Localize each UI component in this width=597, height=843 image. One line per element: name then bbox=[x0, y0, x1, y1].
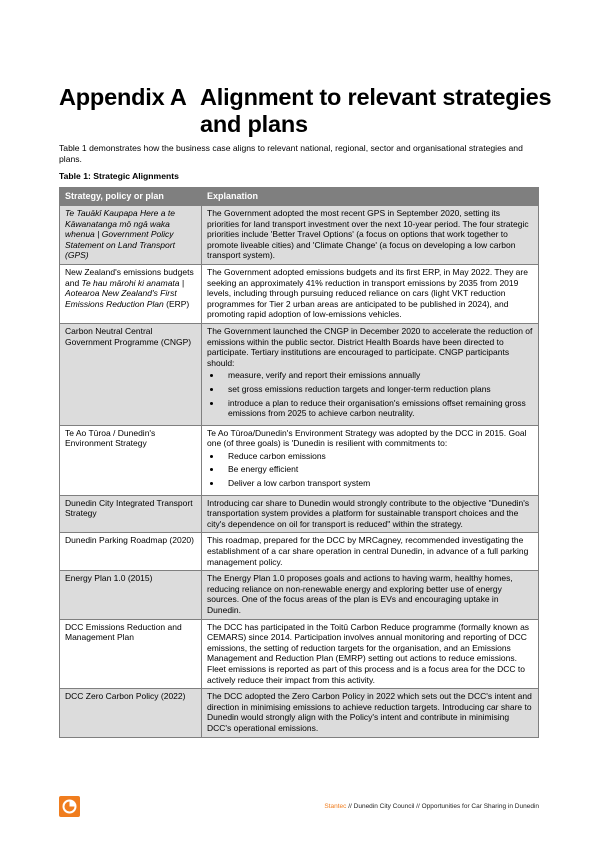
strategy-cell: New Zealand's emissions budgets and Te hau mārohi ki anamata | Aotearoa New Zealand's First Emissions Reduction Plan (ERP) bbox=[60, 264, 202, 323]
table-row bbox=[60, 264, 539, 323]
stantec-logo-icon bbox=[59, 796, 80, 817]
header-explanation: Explanation bbox=[202, 188, 539, 206]
bullet-list bbox=[207, 451, 533, 489]
strategy-cell: DCC Zero Carbon Policy (2022) bbox=[60, 689, 202, 737]
strategic-alignments-table bbox=[59, 187, 539, 738]
strategy-cell: Carbon Neutral Central Government Programme (CNGP) bbox=[60, 323, 202, 425]
explanation-text: Te Ao Tūroa/Dunedin's Environment Strategy was adopted by the DCC in 2015. Goal one (of three goals) is 'Dunedin is resilient with commitments to: bbox=[207, 427, 527, 449]
table-caption: Table 1: Strategic Alignments bbox=[59, 171, 179, 181]
page-footer bbox=[324, 803, 539, 810]
footer-text: // Dunedin City Council // Opportunities for Car Sharing in Dunedin bbox=[346, 803, 539, 810]
table-header-row bbox=[60, 188, 539, 206]
explanation-text: The Government launched the CNGP in December 2020 to accelerate the reduction of emissions within the public sector. District Health Boards have been directed to participate. Tertiary institutions are encouraged to participate. CNGP participants should: bbox=[207, 325, 533, 368]
explanation-cell: The DCC has participated in the Toitū Carbon Reduce programme (formally known as CEMARS) since 2014. Participation involves annual monitoring and reporting of DCC emissions, the setting of reduction targets for the organisation, and an Emissions Management and Reduction Plan (EMRP) setting out actions to reduce emissions. Fleet emissions is reported as part of this process and is a focus area for the DCC to actively reduce their impact from this activity. bbox=[202, 619, 539, 689]
list-item: • introduce a plan to reduce their organisation's emissions offset remaining gross emissions from 2025 to achieve carbon neutrality. bbox=[222, 398, 533, 419]
list-item: • Deliver a low carbon transport system bbox=[222, 478, 533, 489]
strategy-cell: Dunedin Parking Roadmap (2020) bbox=[60, 533, 202, 571]
footer-brand: Stantec bbox=[324, 803, 347, 810]
header-strategy: Strategy, policy or plan bbox=[60, 188, 202, 206]
strategy-cell: Dunedin City Integrated Transport Strategy bbox=[60, 495, 202, 533]
list-item: • Be energy efficient bbox=[222, 464, 533, 475]
table-row bbox=[60, 689, 539, 737]
explanation-cell: The DCC adopted the Zero Carbon Policy in 2022 which sets out the DCC's intent and direction in minimising emissions to achieve reduction targets. Introducing car share to Dunedin would strongly align with the Policy's intent and contribute in minimising DCC's operational emissions. bbox=[202, 689, 539, 737]
table-row bbox=[60, 619, 539, 689]
explanation-cell: This roadmap, prepared for the DCC by MRCagney, recommended investigating the establishment of a car share operation in central Dunedin, in advance of a full parking management policy. bbox=[202, 533, 539, 571]
list-item: • Reduce carbon emissions bbox=[222, 451, 533, 462]
strategy-cell: DCC Emissions Reduction and Management Plan bbox=[60, 619, 202, 689]
bullet-list bbox=[207, 370, 533, 418]
explanation-cell: The Government adopted emissions budgets and its first ERP, in May 2022. They are seeking an approximately 41% reduction in transport emissions by 2035 from 2019 levels, including through pursuing reduced reliance on cars (light VKT reduction programmes for Tier 2 urban areas are anticipated to be published in 2024), and promoting rapid adoption of low-emissions vehicles. bbox=[202, 264, 539, 323]
page-heading bbox=[59, 84, 559, 138]
appendix-label: Appendix A bbox=[59, 84, 187, 110]
list-item: • measure, verify and report their emissions annually bbox=[222, 370, 533, 381]
table-row bbox=[60, 495, 539, 533]
explanation-cell bbox=[202, 425, 539, 495]
table-row bbox=[60, 323, 539, 425]
explanation-cell bbox=[202, 323, 539, 425]
list-item: • set gross emissions reduction targets and longer-term reduction plans bbox=[222, 384, 533, 395]
intro-paragraph: Table 1 demonstrates how the business case aligns to relevant national, regional, sector and organisational strategies and plans. bbox=[59, 143, 523, 164]
strategy-name: Te Tauākī Kaupapa Here a te Kāwanatanga mō ngā waka whenua | Government Policy Statement on Land Transport (GPS) bbox=[65, 208, 175, 261]
strategy-cell: Te Ao Tūroa / Dunedin's Environment Strategy bbox=[60, 425, 202, 495]
table-row bbox=[60, 571, 539, 619]
table-row bbox=[60, 206, 539, 265]
explanation-cell: The Energy Plan 1.0 proposes goals and actions to having warm, healthy homes, reducing reliance on non-renewable energy and exploring better use of energy sources. One of the focus areas of the plan is EVs and encouraging uptake in Dunedin. bbox=[202, 571, 539, 619]
strategy-cell bbox=[60, 206, 202, 265]
appendix-title: Alignment to relevant strategies and plans bbox=[200, 84, 552, 137]
strategy-cell: Energy Plan 1.0 (2015) bbox=[60, 571, 202, 619]
explanation-cell: The Government adopted the most recent GPS in September 2020, setting its priorities for land transport investment over the next 10-year period. The four strategic priorities include 'Better Travel Options' (a focus on options that work together to promote liveable cities) and 'Climate Change' (a focus on developing a low carbon transport system). bbox=[202, 206, 539, 265]
table-row bbox=[60, 533, 539, 571]
table-row bbox=[60, 425, 539, 495]
explanation-cell: Introducing car share to Dunedin would strongly contribute to the objective "Dunedin's transportation system provides a platform for sustainable transport choices and the city's dependence on oil for transport is reduced" within the strategy. bbox=[202, 495, 539, 533]
